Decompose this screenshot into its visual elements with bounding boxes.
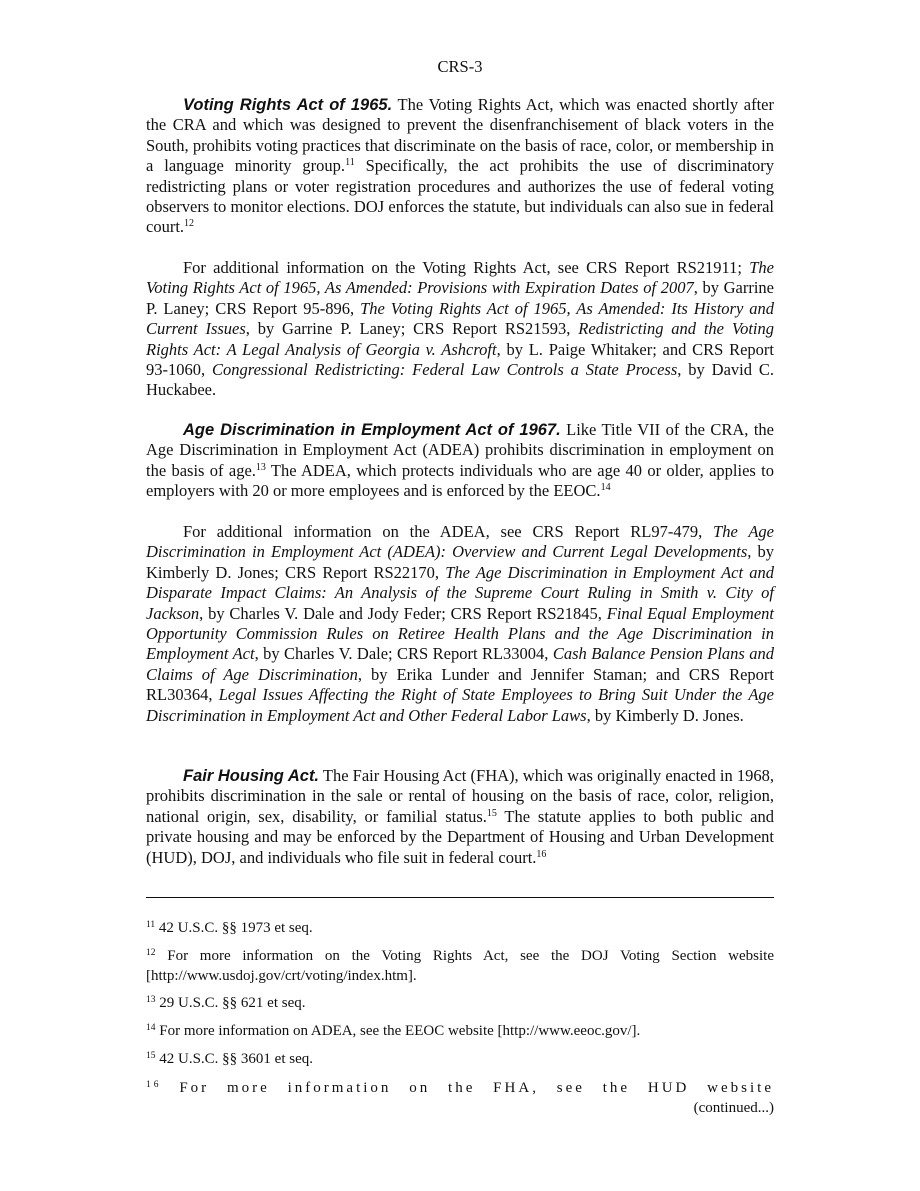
report-title: The Voting Rights Act of 1965, As Amended: Its History and Current Issues [146, 298, 774, 339]
report-title: Final Equal Employment Opportunity Commission Rules on Retiree Health Plans and the Age Discrimination in Employment Act [146, 603, 775, 664]
footnote-ref-16[interactable]: 16 [536, 848, 547, 860]
paragraph-age-discrimination-act: Age Discrimination in Employment Act of 1967. Like Title VII of the CRA, the Age Discrimination in Employment Act (ADEA) prohibits discrimination in employment on the basis of age.$^{13}$ The ADEA, which protects individuals who are age 40 or older, applies to employers with 20 or more employees and is enforced by the EEOC.$^{14}$ [146, 420, 774, 501]
continued-notice: (continued...) [693, 1100, 774, 1116]
section-heading-fair-housing: Fair Housing Act. [183, 767, 320, 785]
report-title: Legal Issues Affecting the Right of State Employees to Bring Suit Under the Age Discrimination in Employment Act and Other Federal Labor Laws [146, 685, 774, 725]
report-title: Congressional Redistricting: Federal Law Controls a State Process [212, 360, 678, 380]
section-heading-voting-rights: Voting Rights Act of 1965. [183, 96, 393, 114]
paragraph-adea-references: For additional information on the ADEA, see CRS Report RL97-479, The Age Discrimination in Employment Act (ADEA): Overview and Current Legal Developments, by Kimberly D. Jones; CRS Report RS22170, The Age Discrimination in Employment Act and Disparate Impact Claims: An Analysis of the Supreme Court Ruling in Smith v. City of Jackson, by Charles V. Dale and Jody Feder; CRS Report RS21845, Final Equal Employment Opportunity Commission Rules on Retiree Health Plans and the Age Discrimination in Employment Act, by Charles V. Dale; CRS Report RL33004, Cash Balance Pension Plans and Claims of Age Discrimination, by Erika Lunder and Jennifer Staman; and CRS Report RL30364, Legal Issues Affecting the Right of State Employees to Bring Suit Under the Age Discrimination in Employment Act and Other Federal Labor Laws, by Kimberly D. Jones. [146, 522, 775, 725]
report-title: The Voting Rights Act of 1965, As Amended: Provisions with Expiration Dates of 2007 [146, 258, 774, 298]
paragraph-fair-housing-act: Fair Housing Act. The Fair Housing Act (FHA), which was originally enacted in 1968, prohibits discrimination in the sale or rental of housing on the basis of race, color, religion, national origin, sex, disability, or familial status.$^{15}$ The statute applies to both public and private housing and may be enforced by the Department of Housing and Urban Development (HUD), DOJ, and individuals who file suit in federal court.$^{16}$ [146, 766, 774, 867]
paragraph-voting-rights-act: Voting Rights Act of 1965. The Voting Rights Act, which was enacted shortly after the CRA and which was designed to prevent the disenfranchisement of black voters in the South, prohibits voting practices that discriminate on the basis of race, color, or membership in a language minority group.$^{11}$ Specifically, the act prohibits the use of discriminatory redistricting plans or voter registration procedures and authorizes the use of federal voting observers to monitor elections. DOJ enforces the statute, but individuals can also sue in federal court.$^{12}$ [146, 95, 774, 237]
footnote-ref-14[interactable]: 14 [600, 482, 611, 494]
footnote-16: $^{16}$ For more information on the FHA, see the HUD website [146, 1080, 774, 1096]
footnote-12: $^{12}$ For more information on the Voting Rights Act, see the DOJ Voting Section website [http://www.usdoj.gov/crt/voting/index.htm]. [146, 948, 774, 984]
page-number-header: CRS-3 [437, 57, 483, 76]
footnote-divider [146, 897, 774, 898]
report-title: The Age Discrimination in Employment Act (ADEA): Overview and Current Legal Developments [146, 522, 774, 562]
footnote-14: $^{14}$ For more information on ADEA, see the EEOC website [http://www.eeoc.gov/]. [146, 1023, 641, 1039]
paragraph-voting-rights-references: For additional information on the Voting Rights Act, see CRS Report RS21911; The Voting Rights Act of 1965, As Amended: Provisions with Expiration Dates of 2007, by Garrine P. Laney; CRS Report 95-896, The Voting Rights Act of 1965, As Amended: Its History and Current Issues, by Garrine P. Laney; CRS Report RS21593, Redistricting and the Voting Rights Act: A Legal Analysis of Georgia v. Ashcroft, by L. Paige Whitaker; and CRS Report 93-1060, Congressional Redistricting: Federal Law Controls a State Process, by David C. Huckabee. [146, 258, 775, 400]
report-title: Redistricting and the Voting Rights Act: A Legal Analysis of Georgia v. Ashcroft [146, 319, 774, 359]
footnote-ref-12[interactable]: 12 [184, 218, 195, 230]
footnote-ref-15[interactable]: 15 [486, 807, 497, 819]
footnote-15: $^{15}$ 42 U.S.C. §§ 3601 et seq. [146, 1051, 313, 1067]
footnote-11: $^{11}$ 42 U.S.C. §§ 1973 et seq. [146, 920, 313, 936]
report-title: The Age Discrimination in Employment Act and Disparate Impact Claims: An Analysis of the Supreme Court Ruling in Smith v. City of Jackson [146, 562, 774, 623]
footnote-13: $^{13}$ 29 U.S.C. §§ 621 et seq. [146, 995, 306, 1011]
report-title: Cash Balance Pension Plans and Claims of Age Discrimination [146, 644, 775, 684]
footnote-ref-11[interactable]: 11 [345, 157, 355, 169]
footnote-ref-13[interactable]: 13 [255, 461, 266, 473]
section-heading-adea: Age Discrimination in Employment Act of 1967. [183, 421, 561, 439]
